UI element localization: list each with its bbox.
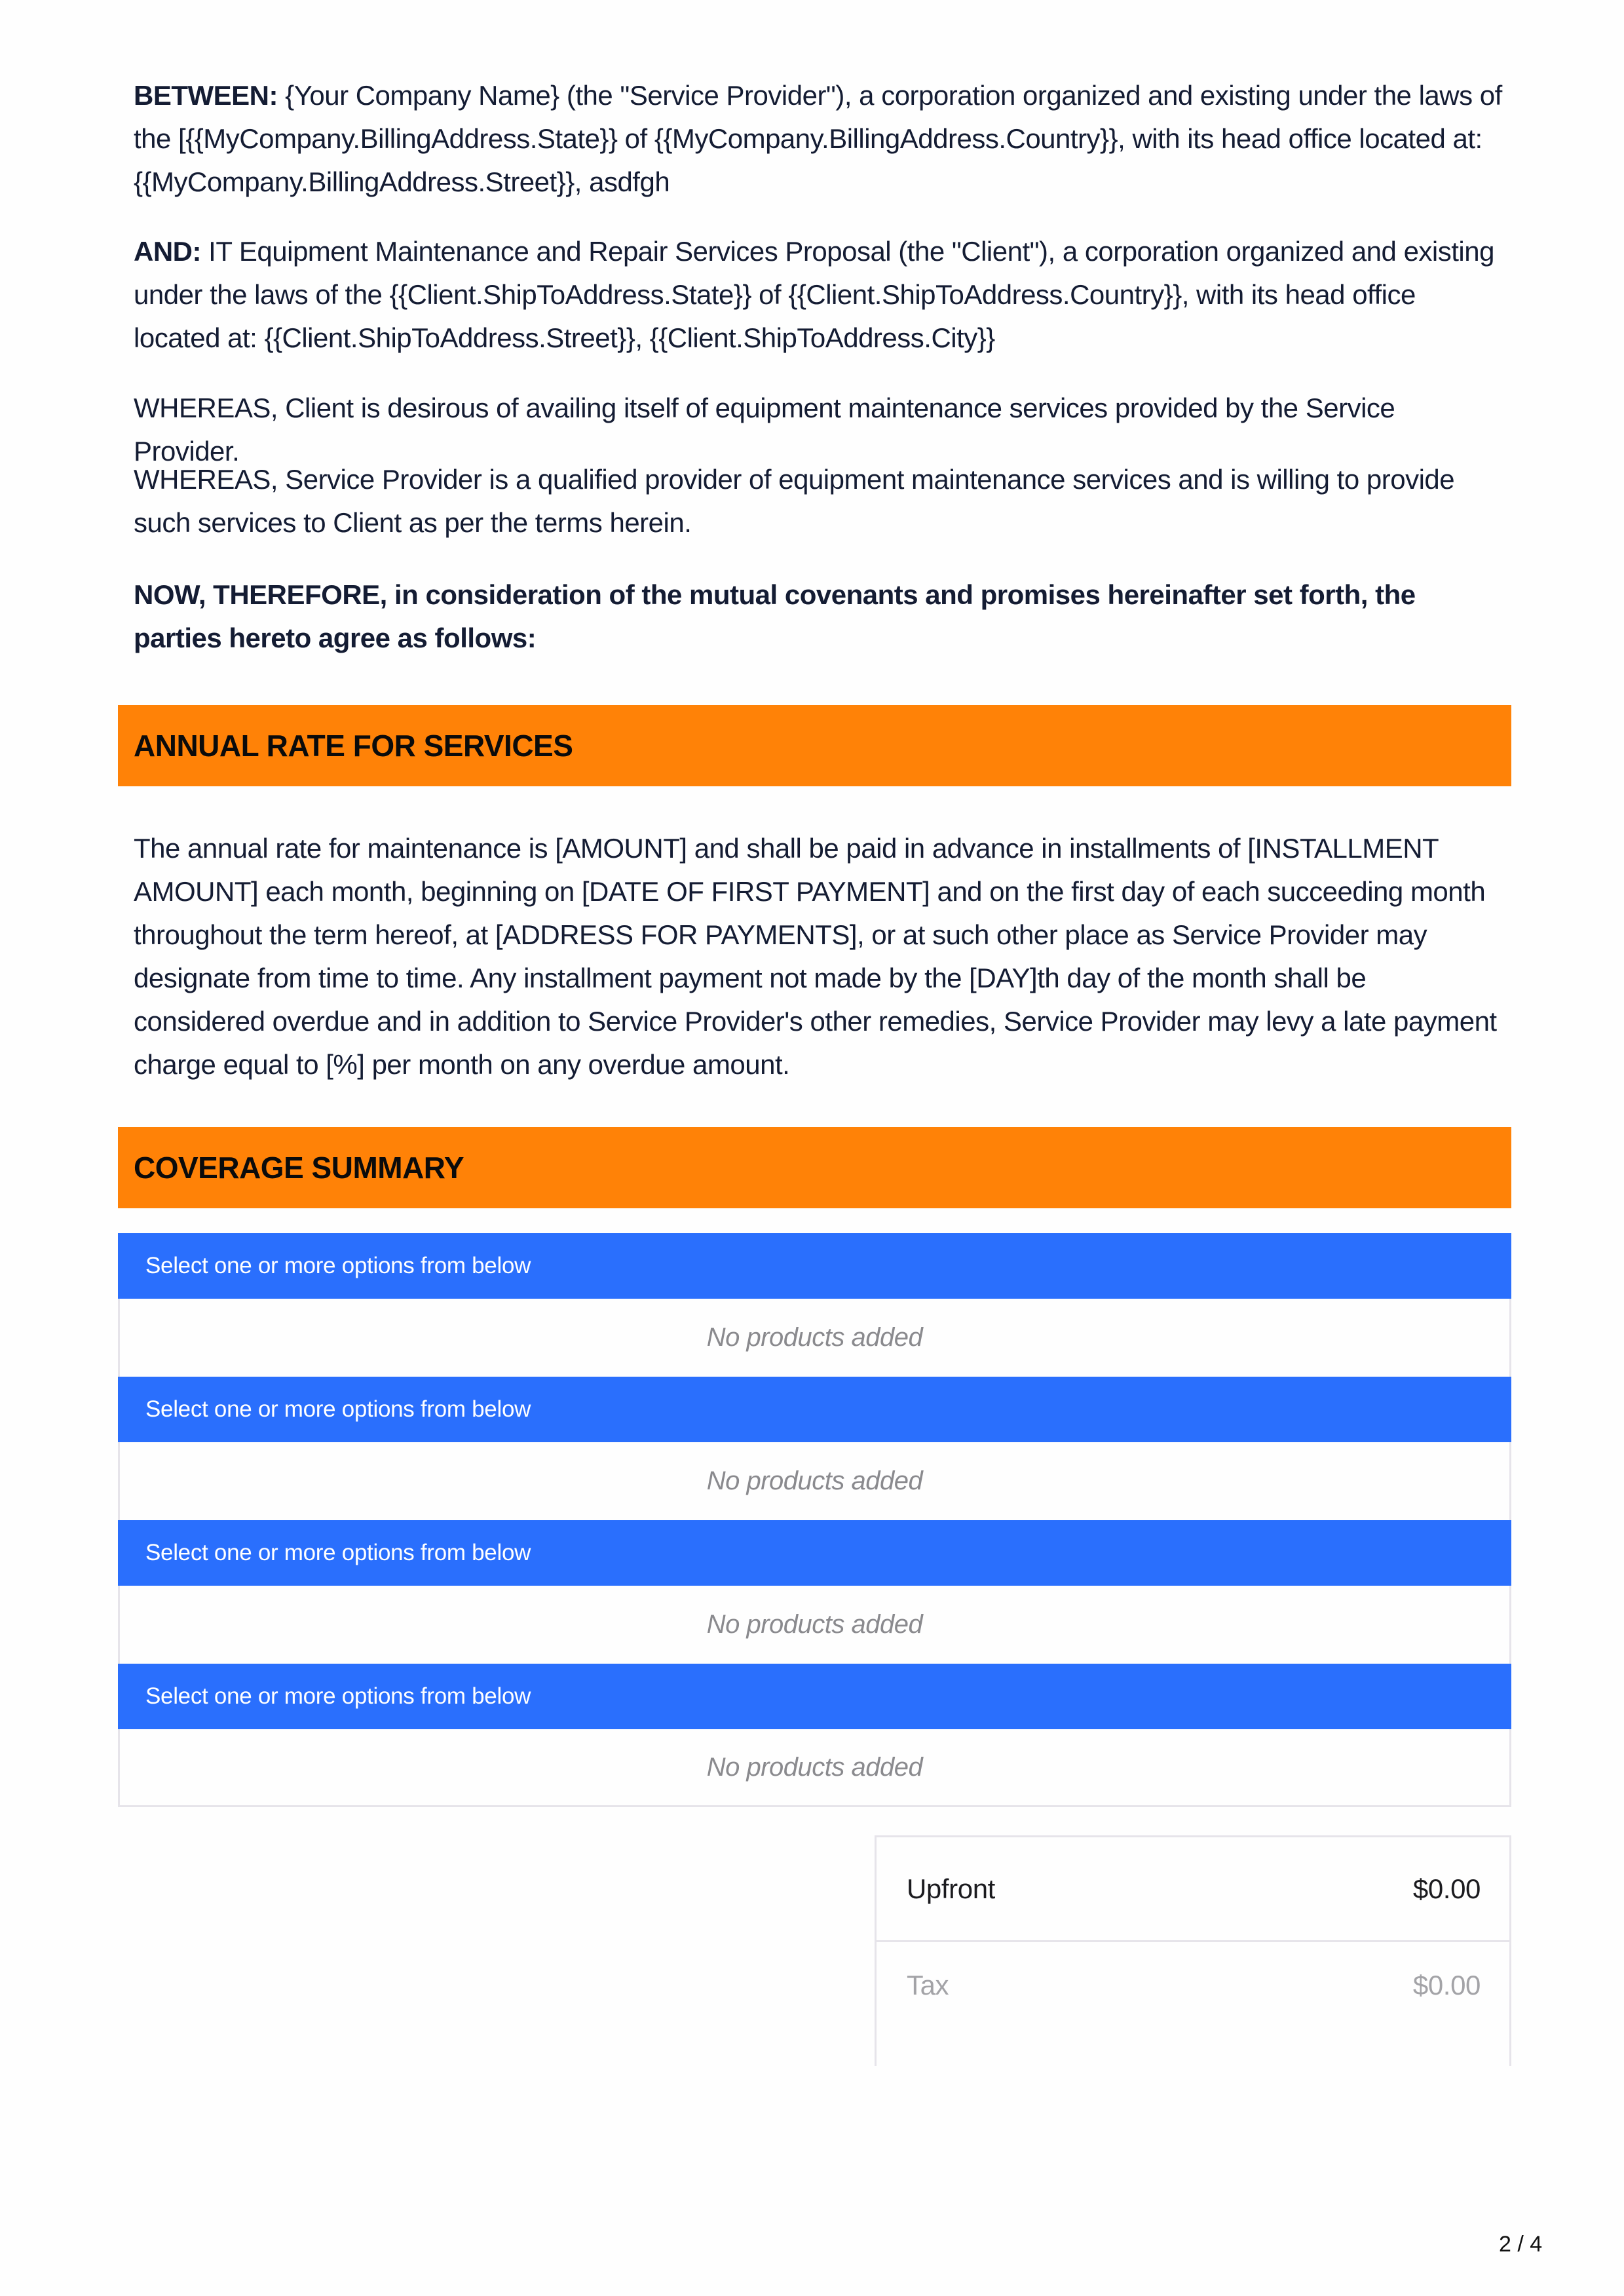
between-label: BETWEEN: [134,80,278,111]
and-label: AND: [134,236,201,267]
option-select-header[interactable]: Select one or more options from below [118,1520,1511,1586]
option-select-header[interactable]: Select one or more options from below [118,1377,1511,1442]
empty-products-message: No products added [118,1586,1511,1664]
page-number: 2 / 4 [1499,2232,1543,2257]
coverage-group-4 [118,1664,1511,1807]
section-header-annual-rate [118,705,1511,786]
option-select-header[interactable]: Select one or more options from below [118,1233,1511,1299]
whereas-clause-2: WHEREAS, Service Provider is a qualified provider of equipment maintenance services and is willing to provide such services to Client as per the terms herein. [134,464,1455,538]
upfront-label: Upfront [907,1873,995,1904]
tax-label: Tax [907,1969,949,2000]
between-clause [134,74,1503,204]
coverage-groups [118,1233,1511,1807]
summary-row-upfront [877,1837,1509,1942]
empty-products-message: No products added [118,1299,1511,1377]
coverage-group-2 [118,1377,1511,1520]
between-text: {Your Company Name} (the "Service Provider"), a corporation organized and existing under the laws of the [{{MyCompany.BillingAddress.State}} of {{MyCompany.BillingAddress.Country}}, with its head office located at: {{MyCompany.BillingAddress.Street}}, asdfgh [134,80,1502,197]
annual-rate-body: The annual rate for maintenance is [AMOUNT] and shall be paid in advance in installments of [INSTALLMENT AMOUNT] each month, beginning on [DATE OF FIRST PAYMENT] and on the first day of each succeeding month throughout the term hereof, at [ADDRESS FOR PAYMENTS], or at such other place as Service Provider may designate from time to time. Any installment payment not made by the [DAY]th day of the month shall be considered overdue and in addition to Service Provider's other remedies, Service Provider may levy a late payment charge equal to [%] per month on any overdue amount. [134,833,1497,1080]
coverage-group-1 [118,1233,1511,1377]
empty-products-message: No products added [118,1729,1511,1807]
option-select-header[interactable]: Select one or more options from below [118,1664,1511,1729]
tax-value: $0.00 [1412,1969,1481,2000]
upfront-value: $0.00 [1412,1873,1481,1904]
coverage-group-3 [118,1520,1511,1664]
now-therefore-clause: NOW, THEREFORE, in consideration of the mutual covenants and promises hereinafter set forth, the parties hereto agree as follows: [134,579,1416,653]
pricing-summary-box [875,1835,1511,2066]
and-text: IT Equipment Maintenance and Repair Services Proposal (the "Client"), a corporation organized and existing under the laws of the {{Client.ShipToAddress.State}} of {{Client.ShipToAddress.Country}}, with its head office located at: {{Client.ShipToAddress.Street}}, {{Client.ShipToAddress.City}} [134,236,1494,353]
whereas-clause-1: WHEREAS, Client is desirous of availing itself of equipment maintenance services provided by the Service Provider. [134,392,1395,467]
section-header-coverage-summary [118,1127,1511,1208]
summary-row-tax [877,1944,1509,2026]
and-clause [134,230,1503,360]
empty-products-message: No products added [118,1442,1511,1520]
section-title-coverage-summary: COVERAGE SUMMARY [134,1151,464,1185]
section-title-annual-rate: ANNUAL RATE FOR SERVICES [134,729,573,763]
